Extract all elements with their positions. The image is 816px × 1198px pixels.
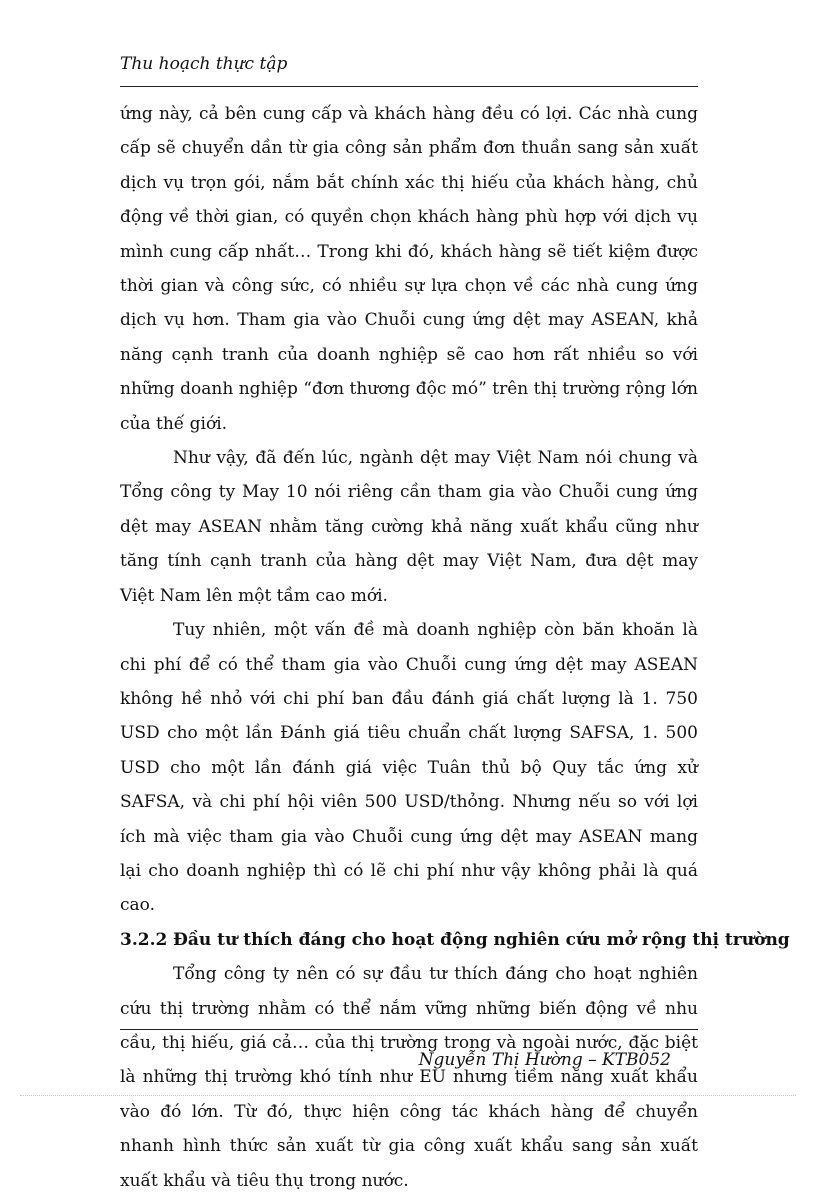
paragraph-3: Tuy nhiên, một vấn đề mà doanh nghiệp còn băn khoăn là chi phí để có thể tham gia vào Chuỗi cung ứng dệt may ASEAN không hề nhỏ với chi phí ban đầu đánh giá chất lượng là 1. 750 USD cho một lần Đánh giá tiêu chuẩn chất lượng SAFSA, 1. 500 USD cho một lần đánh giá việc Tuân thủ bộ Quy tắc ứng xử SAFSA, và chi phí hội viên 500 USD/thỏng. Nhưng nếu so với lợi ích mà việc tham gia vào Chuỗi cung ứng dệt may ASEAN mang lại cho doanh nghiệp thì có lẽ chi phí như vậy không phải là quá cao. [120, 620, 698, 916]
header-title: Thu hoạch thực tập [120, 54, 288, 74]
page-body [120, 97, 790, 1198]
section-heading [120, 923, 790, 957]
footer-author: Nguyễn Thị Hường – KTB052 [418, 1050, 671, 1070]
paragraph-1: ứng này, cả bên cung cấp và khách hàng đều có lợi. Các nhà cung cấp sẽ chuyển dần từ gia công sản phẩm đơn thuần sang sản xuất dịch vụ trọn gói, nắm bắt chính xác thị hiếu của khách hàng, chủ động về thời gian, có quyền chọn khách hàng phù hợp với dịch vụ mình cung cấp nhất… Trong khi đó, khách hàng sẽ tiết kiệm được thời gian và công sức, có nhiều sự lựa chọn về các nhà cung ứng dịch vụ hơn. Tham gia vào Chuỗi cung ứng dệt may ASEAN, khả năng cạnh tranh của doanh nghiệp sẽ cao hơn rất nhiều so với những doanh nghiệp “đơn thương độc mó” trên thị trường rộng lớn của thế giới. [120, 104, 698, 434]
footer-divider [120, 1029, 698, 1030]
paragraph-2: Như vậy, đã đến lúc, ngành dệt may Việt Nam nói chung và Tổng công ty May 10 nói riêng cần tham gia vào Chuỗi cung ứng dệt may ASEAN nhằm tăng cường khả năng xuất khẩu cũng như tăng tính cạnh tranh của hàng dệt may Việt Nam, đưa dệt may Việt Nam lên một tầm cao mới. [120, 448, 698, 606]
page-edge-divider [20, 1095, 796, 1096]
page-header [120, 50, 698, 87]
section-title: Đầu tư thích đáng cho hoạt động nghiên cứu mở rộng thị trường [173, 929, 790, 950]
section-number: 3.2.2 [120, 929, 168, 950]
paragraph-4: Tổng công ty nên có sự đầu tư thích đáng cho hoạt nghiên cứu thị trường nhằm có thể nắm vững những biến động về nhu cầu, thị hiếu, giá cả… của thị trường trong và ngoài nước, đặc biệt là những thị trường khó tính như EU nhưng tiềm năng xuất khẩu vào đó lớn. Từ đó, thực hiện công tác khách hàng để chuyển nhanh hình thức sản xuất từ gia công xuất khẩu sang sản xuất xuất khẩu và tiêu thụ trong nước. [120, 964, 698, 1191]
